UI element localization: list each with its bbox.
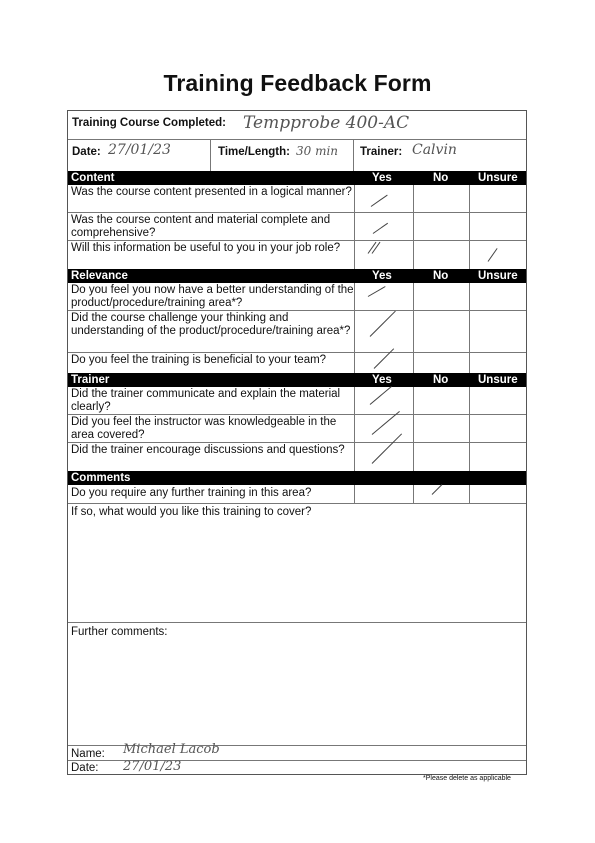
section-trainer-header xyxy=(68,373,526,387)
divider xyxy=(354,485,355,503)
column-yes: Yes xyxy=(372,270,392,282)
column-no: No xyxy=(433,270,449,282)
divider xyxy=(469,241,470,269)
trainer-label: Trainer: xyxy=(360,146,403,158)
divider xyxy=(413,283,414,373)
divider xyxy=(68,240,526,241)
checkmark-icon xyxy=(373,223,388,234)
divider xyxy=(469,185,470,241)
section-title: Relevance xyxy=(71,270,128,282)
feedback-form xyxy=(67,110,527,775)
checkmark-icon xyxy=(488,248,498,262)
footer-date-label: Date: xyxy=(71,762,99,774)
time-label: Time/Length: xyxy=(218,146,290,158)
column-unsure: Unsure xyxy=(478,374,518,386)
section-comments-header xyxy=(68,471,526,485)
time-value[interactable]: 30 min xyxy=(296,144,339,158)
section-title: Trainer xyxy=(71,374,110,386)
checkmark-icon xyxy=(372,433,402,463)
divider xyxy=(68,212,526,213)
divider xyxy=(68,622,526,623)
question-content-3: Will this information be useful to you in your job role? xyxy=(71,242,341,254)
divider xyxy=(413,241,414,269)
name-label: Name: xyxy=(71,748,105,760)
cover-label: If so, what would you like this training to cover? xyxy=(71,506,312,518)
page-title: Training Feedback Form xyxy=(163,70,432,96)
column-no: No xyxy=(433,374,449,386)
column-unsure: Unsure xyxy=(478,172,518,184)
question-relevance-1: Do you feel you now have a better understanding of the product/procedure/training area*? xyxy=(71,284,354,309)
further-comments-textarea[interactable] xyxy=(68,639,526,745)
question-trainer-1: Did the trainer communicate and explain the material clearly? xyxy=(71,388,341,413)
course-label: Training Course Completed: xyxy=(72,117,226,129)
divider xyxy=(68,414,526,415)
column-yes: Yes xyxy=(372,374,392,386)
divider xyxy=(210,139,211,171)
section-title: Content xyxy=(71,172,115,184)
checkmark-icon xyxy=(370,386,392,405)
divider xyxy=(354,241,355,269)
section-content-header xyxy=(68,171,526,185)
footer-date-value[interactable]: 27/01/23 xyxy=(123,759,182,774)
checkmark-icon xyxy=(370,311,396,337)
checkmark-icon xyxy=(368,286,386,297)
column-no: No xyxy=(433,172,449,184)
question-trainer-3: Did the trainer encourage discussions and questions? xyxy=(71,444,345,456)
divider xyxy=(68,352,526,353)
divider xyxy=(413,185,414,241)
course-value[interactable]: Tempprobe 400-AC xyxy=(243,113,410,133)
footnote: *Please delete as applicable xyxy=(423,775,511,782)
divider xyxy=(68,503,526,504)
question-trainer-2: Did you feel the instructor was knowledgeable in the area covered? xyxy=(71,416,337,441)
divider xyxy=(469,485,470,503)
section-relevance-header xyxy=(68,269,526,283)
divider xyxy=(68,310,526,311)
column-unsure: Unsure xyxy=(478,270,518,282)
divider xyxy=(68,139,526,140)
checkmark-icon xyxy=(371,195,388,207)
date-label: Date: xyxy=(72,146,101,158)
question-comments-1: Do you require any further training in this area? xyxy=(71,487,312,499)
cover-textarea[interactable] xyxy=(68,519,526,622)
section-title: Comments xyxy=(71,472,131,484)
checkmark-icon xyxy=(432,484,443,495)
date-value[interactable]: 27/01/23 xyxy=(108,142,171,158)
divider xyxy=(353,139,354,171)
question-content-1: Was the course content presented in a logical manner? xyxy=(71,186,352,198)
divider xyxy=(413,485,414,503)
trainer-value[interactable]: Calvin xyxy=(412,142,457,158)
column-yes: Yes xyxy=(372,172,392,184)
divider xyxy=(469,283,470,373)
question-content-2: Was the course content and material complete and comprehensive? xyxy=(71,214,331,239)
name-value[interactable]: Michael Lacob xyxy=(123,742,220,757)
question-relevance-2: Did the course challenge your thinking and understanding of the product/procedure/training area*? xyxy=(71,312,351,337)
further-comments-label: Further comments: xyxy=(71,626,168,638)
divider xyxy=(413,387,414,471)
question-relevance-3: Do you feel the training is beneficial to your team? xyxy=(71,354,327,366)
divider xyxy=(469,387,470,471)
divider xyxy=(68,442,526,443)
